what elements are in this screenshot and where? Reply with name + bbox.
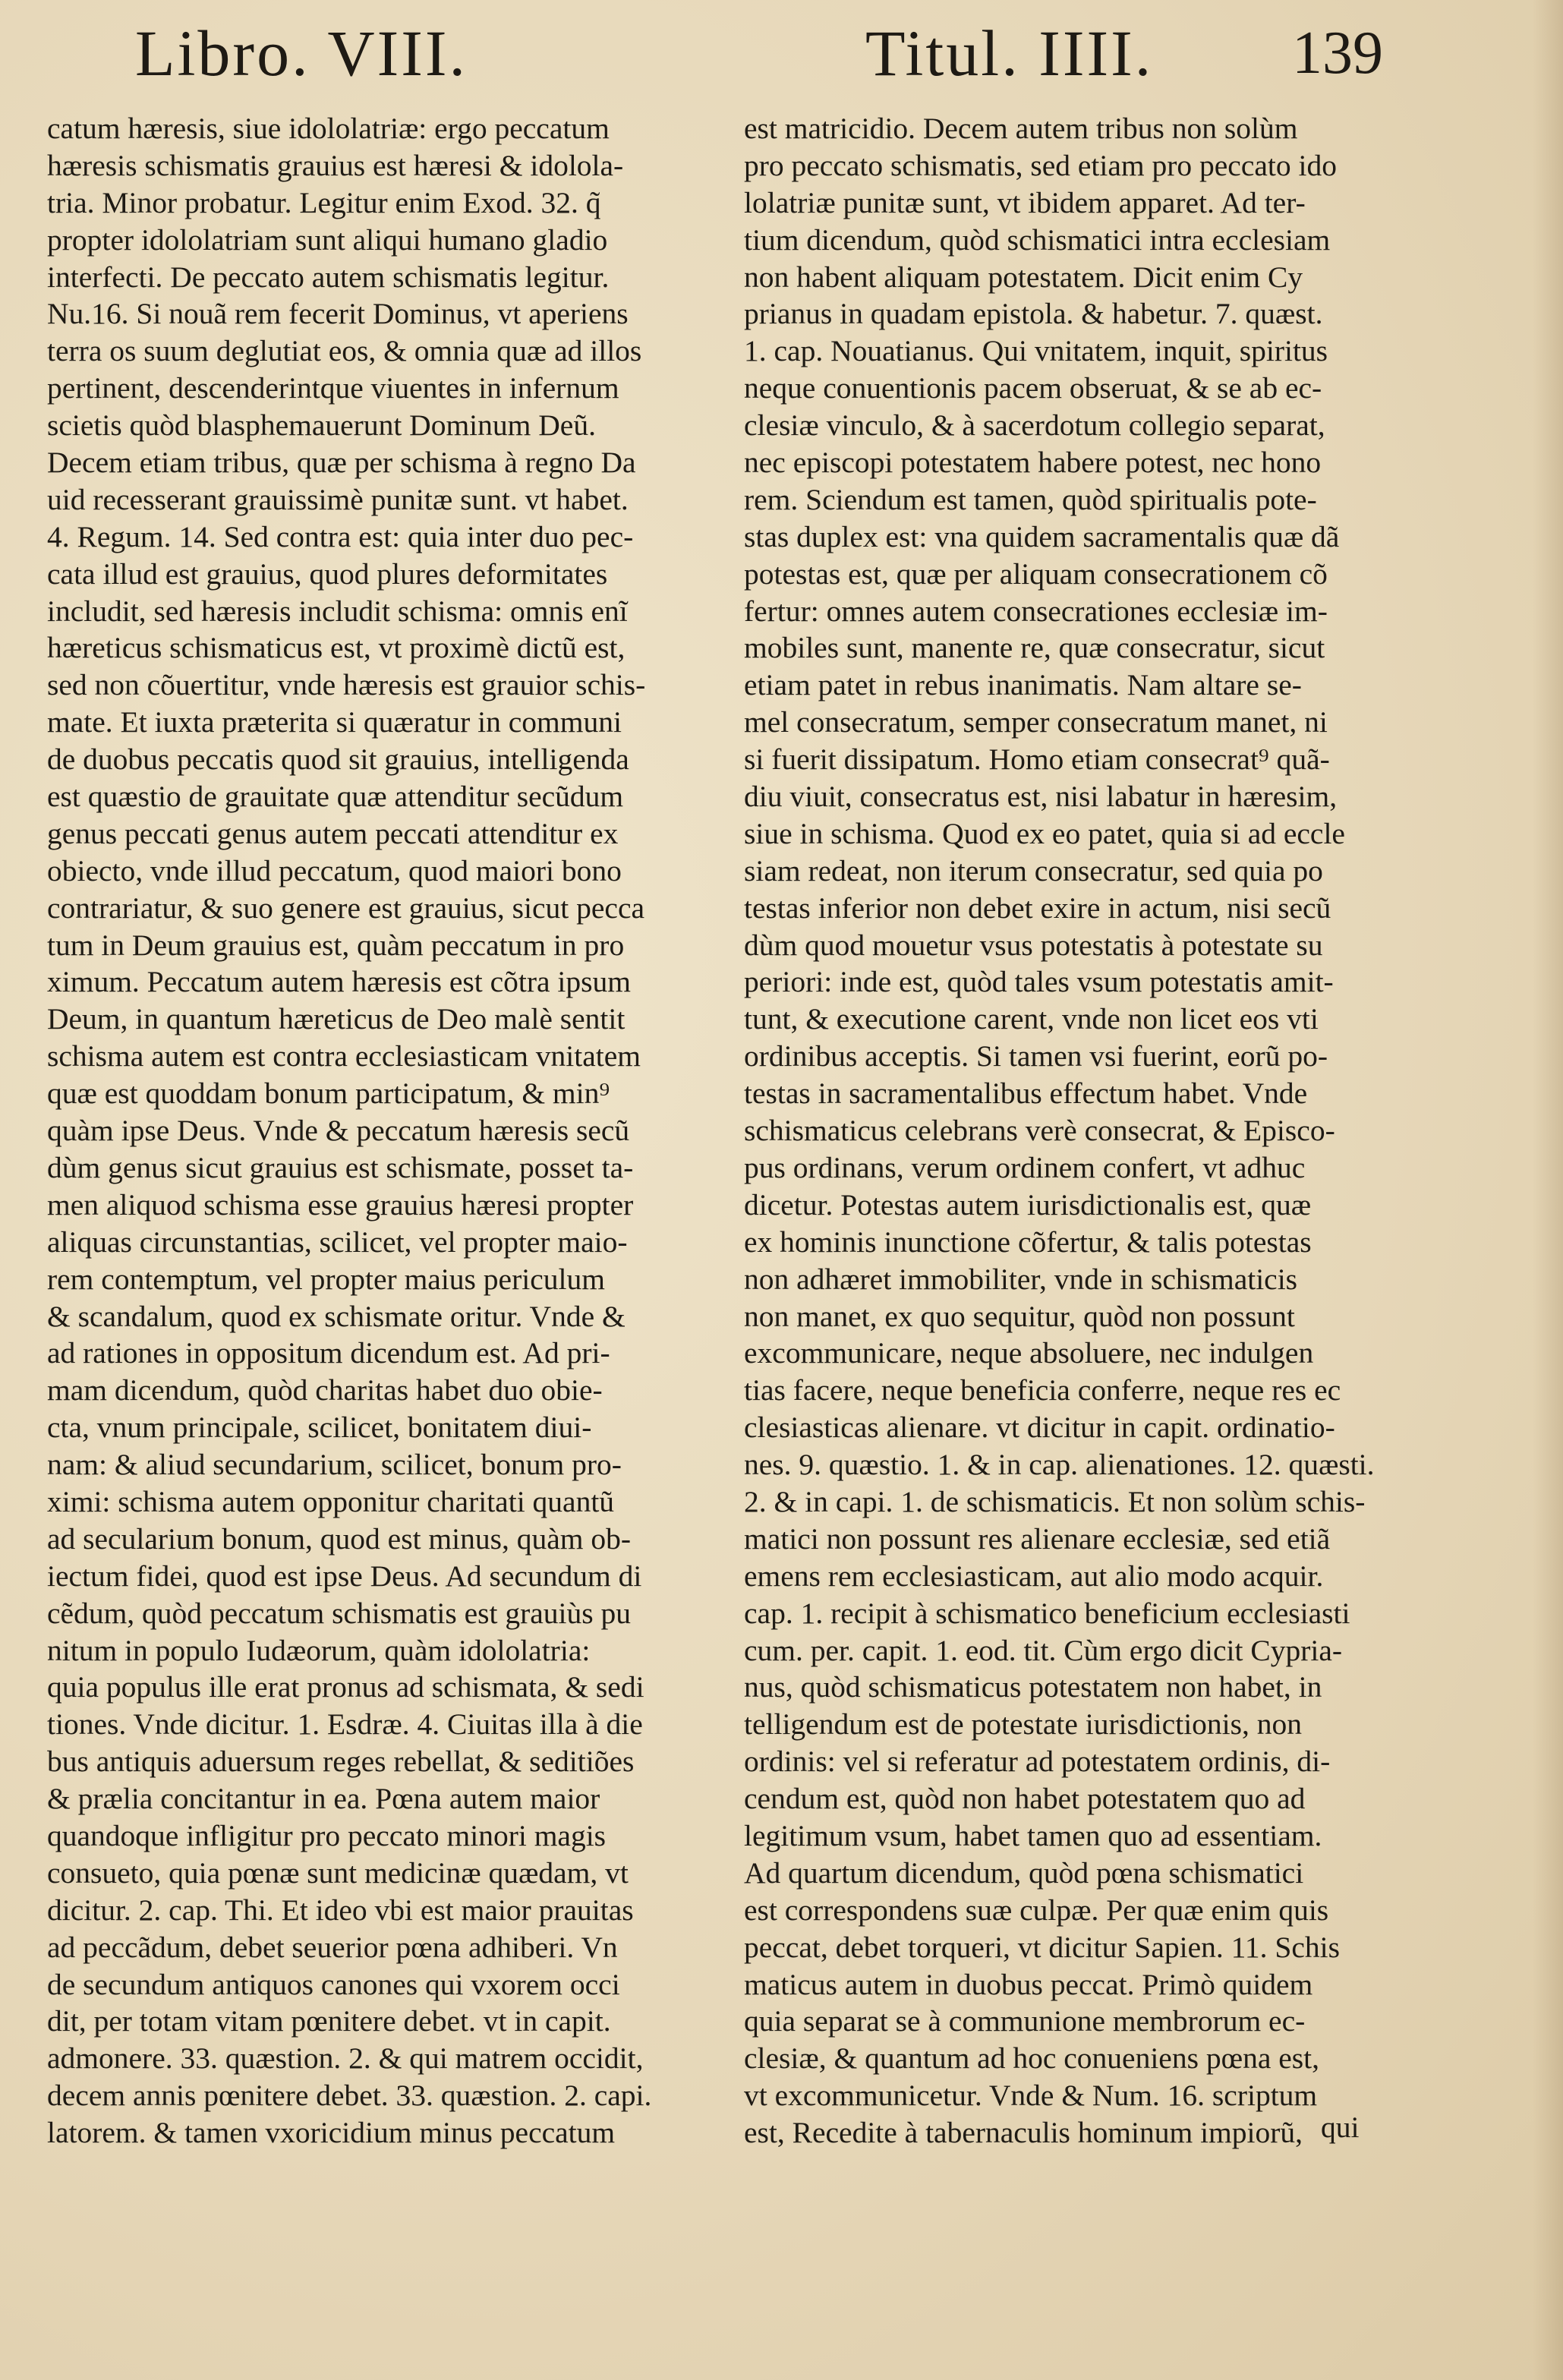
text-line: de secundum antiquos canones qui vxorem occi [47,1967,620,2001]
page-edge-shadow [1533,0,1563,2380]
text-line: ordinibus acceptis. Si tamen vsi fuerint, eorũ po- [744,1039,1328,1073]
text-line: clesiasticas alienare. vt dicitur in capit. ordinatio- [744,1411,1335,1445]
text-line: bus antiquis aduersum reges rebellat, & seditiões [47,1745,635,1779]
text-line: diu viuit, consecratus est, nisi labatur in hæresim, [744,780,1338,814]
text-line: Ad quartum dicendum, quòd pœna schismatici [744,1855,1304,1890]
text-line: rem contemptum, vel propter maius periculum [47,1262,605,1296]
text-line: admonere. 33. quæstion. 2. & qui matrem occidit, [47,2041,644,2076]
page-number: 139 [1292,20,1383,87]
text-line: legitimum vsum, habet tamen quo ad essentiam. [744,1818,1322,1852]
text-line: tium dicendum, quòd schismatici intra ecclesiam [744,222,1331,257]
text-line: tunt, & executione carent, vnde non licet eos vti [744,1002,1319,1036]
text-line: includit, sed hæresis includit schisma: omnis enĩ [47,594,628,628]
text-line: mobiles sunt, manente re, quæ consecratur, sicut [744,631,1325,665]
text-line: non habent aliquam potestatem. Dicit enim Cy [744,260,1303,294]
text-line: sed non cõuertitur, vnde hæresis est grauior schis- [47,668,646,702]
text-line: mam dicendum, quòd charitas habet duo obie- [47,1373,603,1408]
text-line: aliquas circunstantias, scilicet, vel propter maio- [47,1225,628,1259]
text-line: decem annis pœnitere debet. 33. quæstion. 2. capi. [47,2079,652,2113]
text-line: neque conuentionis pacem obseruat, & se ab ec- [744,371,1322,405]
text-line: ad rationes in oppositum dicendum est. Ad pri- [47,1336,610,1370]
text-line: siam redeat, non iterum consecratur, sed quia po [744,853,1323,887]
text-line: ordinis: vel si referatur ad potestatem ordinis, di- [744,1745,1331,1779]
text-line: quæ est quoddam bonum participatum, & min⁹ [47,1077,610,1111]
text-line: maticus autem in duobus peccat. Primò quidem [744,1967,1313,2001]
text-line: cendum est, quòd non habet potestatem quo ad [744,1782,1306,1816]
text-line: pro peccato schismatis, sed etiam pro peccato ido [744,148,1337,182]
text-line: Nu.16. Si nouã rem fecerit Dominus, vt aperiens [47,297,629,331]
text-line: ximi: schisma autem opponitur charitati quantũ [47,1484,615,1518]
text-line: interfecti. De peccato autem schismatis legitur. [47,260,610,294]
text-line: rem. Sciendum est tamen, quòd spiritualis pote- [744,482,1317,516]
text-line: si fuerit dissipatum. Homo etiam consecrat⁹ quã- [744,742,1330,777]
text-line: Deum, in quantum hæreticus de Deo malè sentit [47,1002,626,1036]
text-line: mate. Et iuxta præterita si quæratur in communi [47,705,622,739]
text-line: cẽdum, quòd peccatum schismatis est grauiùs pu [47,1596,631,1630]
text-line: est correspondens suæ culpæ. Per quæ enim quis [744,1893,1329,1927]
text-line: stas duplex est: vna quidem sacramentalis quæ dã [744,519,1340,553]
text-line: nitum in populo Iudæorum, quàm idololatria: [47,1633,591,1667]
text-line: lolatriæ punitæ sunt, vt ibidem apparet. Ad ter- [744,185,1306,219]
running-head [0,15,1563,91]
text-line: testas in sacramentalibus effectum habet. Vnde [744,1077,1308,1111]
text-line: nes. 9. quæstio. 1. & in cap. alienationes. 12. quæsti. [744,1448,1375,1482]
text-line: cta, vnum principale, scilicet, bonitatem diui- [47,1411,592,1445]
text-line: de duobus peccatis quod sit grauius, intelligenda [47,742,629,777]
text-line: tum in Deum grauius est, quàm peccatum in pro [47,928,625,962]
text-line: fertur: omnes autem consecrationes ecclesiæ im- [744,594,1328,628]
text-line: pus ordinans, verum ordinem confert, vt adhuc [744,1150,1306,1184]
text-line: cata illud est grauius, quod plures deformitates [47,556,608,591]
text-line: est matricidio. Decem autem tribus non solùm [744,112,1298,145]
text-line: Decem etiam tribus, quæ per schisma à regno Da [47,446,636,480]
text-line: propter idololatriam sunt aliqui humano gladio [47,222,608,257]
text-line: vt excommunicetur. Vnde & Num. 16. scriptum [744,2079,1318,2113]
text-line: schismaticus celebrans verè consecrat, & Episco- [744,1114,1335,1148]
text-line: quia populus ille erat pronus ad schismata, & sedi [47,1670,644,1704]
text-line: hæreticus schismaticus est, vt proximè dictũ est, [47,631,626,665]
text-line: peccat, debet torqueri, vt dicitur Sapien. 11. Schis [744,1930,1341,1964]
text-line: emens rem ecclesiasticam, aut alio modo acquir. [744,1559,1324,1593]
text-line: & scandalum, quod ex schismate oritur. Vnde & [47,1299,626,1333]
text-line: dùm genus sicut grauius est schismate, posset ta- [47,1150,634,1184]
text-line: contrariatur, & suo genere est grauius, sicut pecca [47,891,645,925]
text-line: cum. per. capit. 1. eod. tit. Cùm ergo dicit Cypria- [744,1633,1343,1667]
text-line: 1. cap. Nouatianus. Qui vnitatem, inquit, spiritus [744,334,1328,368]
text-line: ad secularium bonum, quod est minus, quàm ob- [47,1521,632,1556]
text-line: dicetur. Potestas autem iurisdictionalis est, quæ [744,1187,1312,1222]
text-line: ex hominis inunctione cõfertur, & talis potestas [744,1225,1312,1259]
text-line: hæresis schismatis grauius est hæresi & idolola- [47,148,624,182]
text-line: quàm ipse Deus. Vnde & peccatum hæresis secũ [47,1114,630,1148]
text-line: dit, per totam vitam pœnitere debet. vt in capit. [47,2004,611,2038]
text-line: 4. Regum. 14. Sed contra est: quia inter duo pec- [47,519,634,553]
running-head-title: Titul. IIII. [865,17,1154,90]
text-line: est quæstio de grauitate quæ attenditur secũdum [47,780,624,814]
text-line: telligendum est de potestate iurisdictionis, non [744,1707,1303,1742]
text-line: obiecto, vnde illud peccatum, quod maiori bono [47,853,622,887]
text-line: nam: & aliud secundarium, scilicet, bonum pro- [47,1448,622,1482]
text-line: 2. & in capi. 1. de schismaticis. Et non solùm schis- [744,1484,1366,1518]
text-line: nus, quòd schismaticus potestatem non habet, in [744,1670,1322,1704]
text-line: clesiæ, & quantum ad hoc conueniens pœna est, [744,2041,1320,2076]
text-line: schisma autem est contra ecclesiasticam vnitatem [47,1039,641,1073]
text-line: dùm quod mouetur vsus potestatis à potestate su [744,928,1323,962]
text-line: mel consecratum, semper consecratum manet, ni [744,705,1328,739]
text-line: siue in schisma. Quod ex eo patet, quia si ad eccle [744,816,1345,850]
text-line: iectum fidei, quod est ipse Deus. Ad secundum di [47,1559,642,1593]
text-line: consueto, quia pœnæ sunt medicinæ quædam, vt [47,1855,629,1890]
text-line: tias facere, neque beneficia conferre, neque res ec [744,1373,1341,1408]
text-line: potestas est, quæ per aliquam consecrationem cõ [744,556,1328,591]
text-line: nec episcopi potestatem habere potest, nec hono [744,446,1322,480]
text-line: terra os suum deglutiat eos, & omnia quæ ad illos [47,334,642,368]
text-line: clesiæ vinculo, & à sacerdotum collegio separat, [744,408,1325,443]
text-line: excommunicare, neque absoluere, nec indulgen [744,1336,1314,1370]
text-line: periori: inde est, quòd tales vsum potestatis amit- [744,965,1334,999]
text-line: uid recesserant grauissimè punitæ sunt. vt habet. [47,482,629,516]
text-line: prianus in quadam epistola. & habetur. 7. quæst. [744,297,1323,331]
text-line: catum hæresis, siue idololatriæ: ergo peccatum [47,112,610,145]
text-line: non manet, ex quo sequitur, quòd non possunt [744,1299,1295,1333]
text-line: men aliquod schisma esse grauius hæresi propter [47,1187,634,1222]
text-line: cap. 1. recipit à schismatico beneficium ecclesiasti [744,1596,1350,1630]
text-line: tiones. Vnde dicitur. 1. Esdræ. 4. Ciuitas illa à die [47,1707,643,1742]
text-line: matici non possunt res alienare ecclesiæ, sed etiã [744,1521,1331,1556]
text-line: dicitur. 2. cap. Thi. Et ideo vbi est maior prauitas [47,1893,634,1927]
text-line: non adhæret immobiliter, vnde in schismaticis [744,1262,1298,1296]
catchword: qui [1321,2110,1360,2144]
text-line: ximum. Peccatum autem hæresis est cõtra ipsum [47,965,631,999]
left-text-column [47,110,757,2151]
text-line: quandoque infligitur pro peccato minori magis [47,1818,607,1852]
text-line: scietis quòd blasphemauerunt Dominum Deũ. [47,408,596,443]
text-line: est, Recedite à tabernaculis hominum impiorũ, [744,2116,1303,2150]
text-line: genus peccati genus autem peccati attenditur ex [47,816,619,850]
text-line: etiam patet in rebus inanimatis. Nam altare se- [744,668,1302,702]
right-text-column [744,110,1454,2151]
text-line: testas inferior non debet exire in actum, nisi secũ [744,891,1331,925]
text-line: quia separat se à communione membrorum ec- [744,2004,1306,2038]
text-line: & prælia concitantur in ea. Pœna autem maior [47,1782,600,1816]
running-head-book: Libro. VIII. [135,17,468,90]
text-line: latorem. & tamen vxoricidium minus peccatum [47,2116,616,2150]
text-line: tria. Minor probatur. Legitur enim Exod. 32. q̃ [47,185,601,219]
text-line: ad peccãdum, debet seuerior pœna adhiberi. Vn [47,1930,618,1964]
text-line: pertinent, descenderintque viuentes in infernum [47,371,619,405]
